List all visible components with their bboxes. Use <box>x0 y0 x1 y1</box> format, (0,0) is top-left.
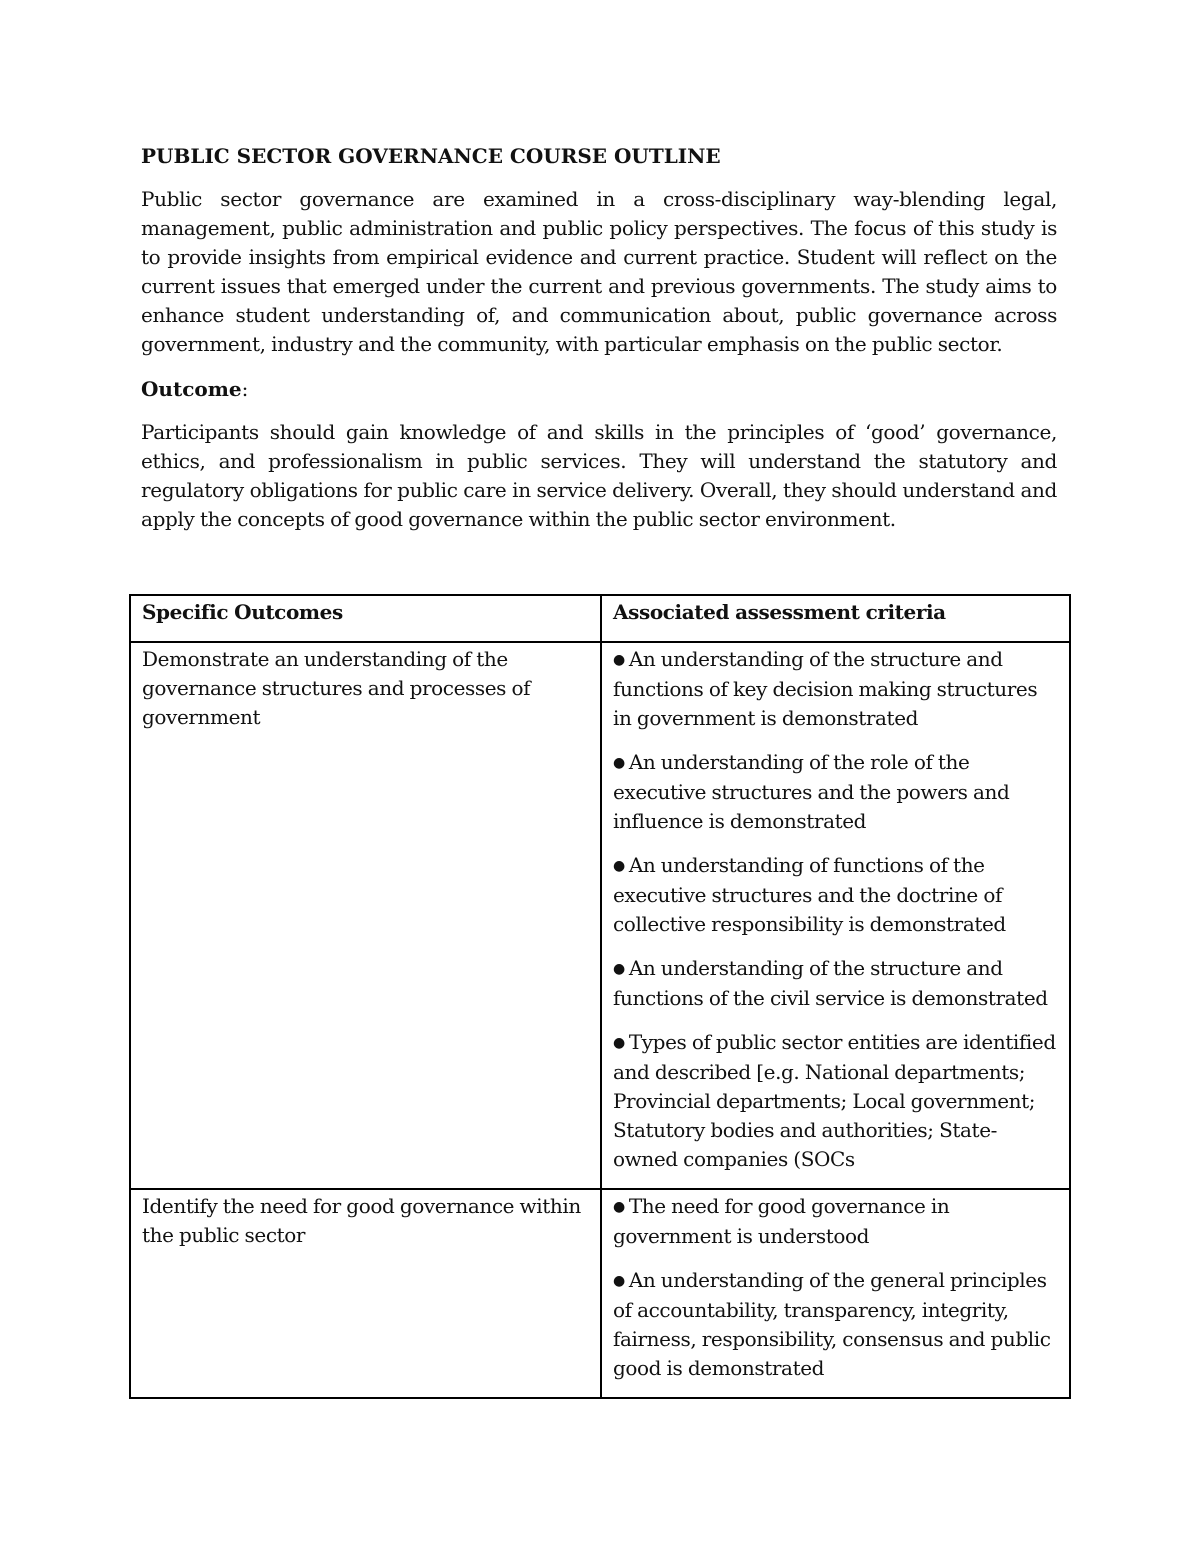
criteria-text: Types of public sector entities are identified and described [e.g. National departments; Provincial departments; Local government; Statutory bodies and authorities; State-owned companies (SOCs <box>613 1030 1056 1171</box>
criteria-text: The need for good governance in government is understood <box>613 1194 950 1248</box>
criteria-item <box>613 748 1059 836</box>
bullet-icon: ● <box>613 1035 625 1051</box>
bullet-icon: ● <box>613 652 625 668</box>
bullet-icon: ● <box>613 961 625 977</box>
criteria-cell <box>601 642 1070 1189</box>
criteria-item <box>613 954 1059 1013</box>
table-row <box>130 642 1070 1189</box>
document-title: PUBLIC SECTOR GOVERNANCE COURSE OUTLINE <box>141 144 721 168</box>
outcome-cell: Demonstrate an understanding of the governance structures and processes of government <box>130 642 601 1189</box>
outcome-heading <box>141 375 1057 404</box>
criteria-item <box>613 1192 1059 1251</box>
header-specific-outcomes: Specific Outcomes <box>130 595 601 642</box>
table-header-row <box>130 595 1070 642</box>
criteria-item <box>613 1028 1059 1174</box>
criteria-text: An understanding of the general principles of accountability, transparency, integrity, fairness, responsibility, consensus and public good is demonstrated <box>613 1268 1051 1380</box>
criteria-text: An understanding of the structure and functions of key decision making structures in government is demonstrated <box>613 647 1038 730</box>
outcome-heading-colon: : <box>241 377 249 401</box>
outcome-heading-label: Outcome <box>141 377 242 401</box>
intro-paragraph: Public sector governance are examined in a cross-disciplinary way-blending legal, management, public administration and public policy perspectives. The focus of this study is to provide insights from empirical evidence and current practice. Student will reflect on the current issues that emerged under the current and previous governments. The study aims to enhance student understanding of, and communication about, public governance across government, industry and the community, with particular emphasis on the public sector. <box>141 187 1057 356</box>
criteria-text: An understanding of the role of the executive structures and the powers and influence is demonstrated <box>613 750 1010 833</box>
document-body <box>141 142 1057 534</box>
criteria-item <box>613 645 1059 733</box>
table-row <box>130 1189 1070 1398</box>
criteria-cell <box>601 1189 1070 1398</box>
criteria-item <box>613 1266 1059 1383</box>
outcomes-table <box>129 594 1071 1399</box>
bullet-icon: ● <box>613 1199 625 1215</box>
bullet-icon: ● <box>613 755 625 771</box>
outcome-cell: Identify the need for good governance within the public sector <box>130 1189 601 1398</box>
bullet-icon: ● <box>613 858 625 874</box>
header-assessment-criteria: Associated assessment criteria <box>601 595 1070 642</box>
outcome-paragraph: Participants should gain knowledge of and skills in the principles of ‘good’ governance, ethics, and professionalism in public services. They will understand the statutory and regulatory obligations for public care in service delivery. Overall, they should understand and apply the concepts of good governance within the public sector environment. <box>141 420 1057 531</box>
bullet-icon: ● <box>613 1273 625 1289</box>
criteria-item <box>613 851 1059 939</box>
criteria-text: An understanding of functions of the executive structures and the doctrine of collective responsibility is demonstrated <box>613 853 1006 936</box>
criteria-text: An understanding of the structure and functions of the civil service is demonstrated <box>613 956 1048 1010</box>
